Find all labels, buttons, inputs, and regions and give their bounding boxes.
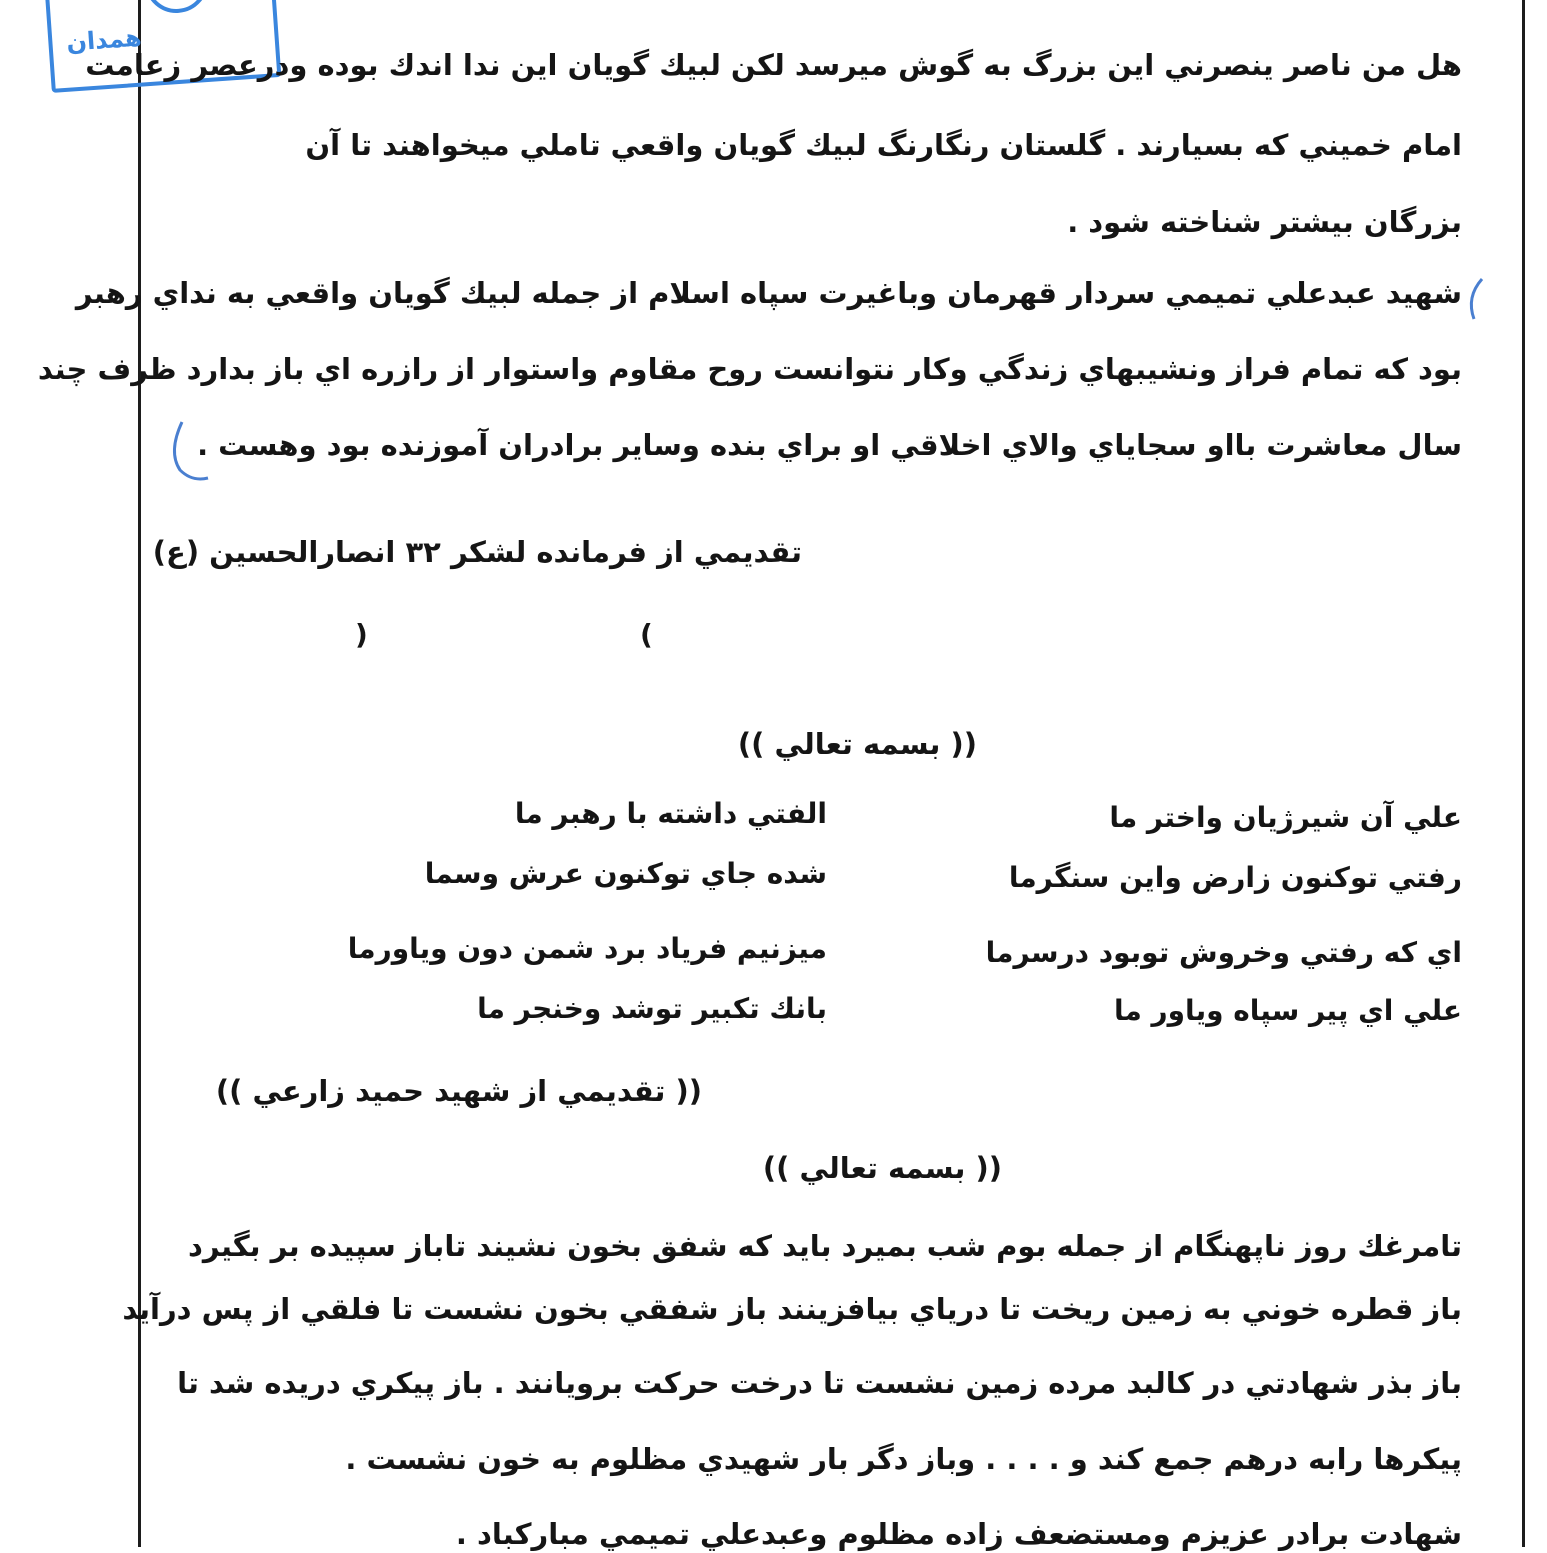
paragraph-line: شهيد عبدعلي تميمي سردار قهرمان وباغيرت سپاه اسلام از جمله لبيك گويان واقعي به نداي رهبر (75, 276, 1462, 310)
stamp-text: همدان (65, 23, 143, 57)
poem-verse-left: الفتي داشته با رهبر ما (514, 797, 827, 830)
paragraph-line: سال معاشرت بااو سجاياي والاي اخلاقي او براي بنده وساير برادران آموزنده بود وهست . (197, 428, 1462, 462)
closing-line: پيكرها رابه درهم جمع كند و . . . . وباز دگر بار شهيدي مظلوم به خون نشست . (345, 1442, 1462, 1476)
closing-line: باز بذر شهادتي در كالبد مرده زمين نشست تا درخت حركت برويانند . باز پيكري دريده شد تا (177, 1366, 1462, 1400)
poem-verse-right: علي اي پير سپاه وياور ما (1113, 994, 1462, 1027)
tribute-heading: تقديمي از فرمانده لشكر ۳۲ انصارالحسين (ع) (152, 535, 802, 569)
poem-verse-left: شده جاي توكنون عرش وسما (424, 857, 827, 890)
stamp-circle-icon (142, 0, 210, 15)
closing-line: شهادت برادر عزيزم ومستضعف زاده مظلوم وعبدعلي تميمي مباركباد . (455, 1517, 1462, 1551)
bismillah-heading: (( بسمه تعالي )) (737, 727, 977, 761)
closing-line: باز قطره خوني به زمين ريخت تا درياي بيافزينند باز شفقي بخون نشست تا فلقي از پس درآيد (122, 1292, 1462, 1326)
close-paren: ) (355, 618, 368, 651)
poem-verse-right: علي آن شيرژيان واختر ما (1109, 801, 1462, 834)
poem-verse-right: رفتي توكنون زارض واين سنگرما (1008, 861, 1462, 894)
pen-bracket-icon (1462, 275, 1492, 325)
paragraph-line: بزرگان بيشتر شناخته شود . (1067, 205, 1462, 239)
closing-line: تامرغك روز ناپهنگام از جمله بوم شب بميرد بايد كه شفق بخون نشيند تاباز سپيده بر بگيرد (188, 1229, 1462, 1263)
poem-verse-left: بانك تكبير توشد وخنجر ما (477, 992, 827, 1025)
right-border-line (1522, 0, 1525, 1547)
open-paren: ( (640, 618, 653, 651)
paragraph-line: بود كه تمام فراز ونشيبهاي زندگي وكار نتوانست روح مقاوم واستوار از رازره اي باز بدارد ظرف چند (37, 352, 1462, 386)
poem-verse-left: ميزنيم فرياد برد شمن دون وياورما (347, 932, 827, 965)
tribute-heading: (( تقديمي از شهيد حميد زارعي )) (215, 1074, 702, 1108)
poem-verse-right: اي كه رفتي وخروش توبود درسرما (985, 936, 1462, 969)
paragraph-line: امام خميني كه بسيارند . گلستان رنگارنگ لبيك گويان واقعي تاملي ميخواهند تا آن (305, 128, 1462, 162)
bismillah-heading: (( بسمه تعالي )) (762, 1151, 1002, 1185)
paragraph-line: هل من ناصر ينصرني اين بزرگ به گوش ميرسد لكن لبيك گويان اين ندا اندك بوده ودرعصر زعامت (85, 48, 1462, 82)
